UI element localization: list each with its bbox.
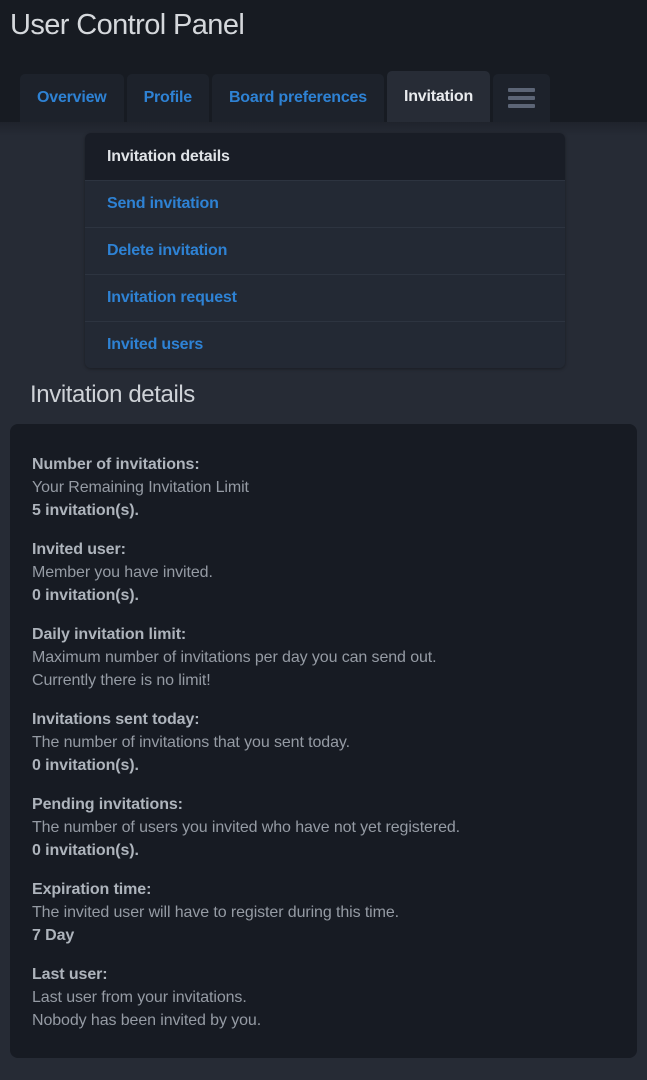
detail-description: The number of invitations that you sent today. [32,734,350,751]
detail-label: Pending invitations: [32,796,183,813]
detail-description: Maximum number of invitations per day you can send out. [32,649,437,666]
detail-value: 0 invitation(s). [32,587,139,604]
detail-value: 0 invitation(s). [32,757,139,774]
tab-overview[interactable]: Overview [20,74,124,122]
detail-value: Nobody has been invited by you. [32,1012,262,1029]
detail-value: 0 invitation(s). [32,842,139,859]
detail-section-invitations-sent-today [32,708,615,777]
tab-profile[interactable]: Profile [127,74,209,122]
detail-description: Member you have invited. [32,564,213,581]
section-heading: Invitation details [30,381,195,408]
page-title: User Control Panel [10,9,245,41]
detail-description: Your Remaining Invitation Limit [32,479,249,496]
detail-label: Last user: [32,966,108,983]
detail-description: The invited user will have to register during this time. [32,904,400,921]
detail-section-number-of-invitations [32,453,615,522]
detail-label: Invitations sent today: [32,711,200,728]
detail-value: 7 Day [32,927,75,944]
detail-section-invited-user [32,538,615,607]
detail-label: Number of invitations: [32,456,200,473]
detail-description: Last user from your invitations. [32,989,247,1006]
tab-menu-button[interactable] [493,74,550,122]
content-area [0,122,647,1080]
submenu-item-invited-users[interactable]: Invited users [85,321,565,368]
detail-section-last-user [32,963,615,1032]
detail-value: Currently there is no limit! [32,672,211,689]
submenu-item-send-invitation[interactable]: Send invitation [85,180,565,227]
submenu-item-invitation-request[interactable]: Invitation request [85,274,565,321]
invitation-details-panel [10,424,637,1058]
detail-section-expiration-time [32,878,615,947]
submenu-item-invitation-details[interactable]: Invitation details [85,133,565,180]
detail-section-daily-invitation-limit [32,623,615,692]
detail-label: Invited user: [32,541,126,558]
tab-invitation[interactable]: Invitation [387,71,490,122]
detail-label: Expiration time: [32,881,152,898]
tab-board-preferences[interactable]: Board preferences [212,74,384,122]
tab-bar [0,71,647,122]
detail-section-pending-invitations [32,793,615,862]
detail-description: The number of users you invited who have not yet registered. [32,819,461,836]
detail-value: 5 invitation(s). [32,502,139,519]
hamburger-icon [508,88,535,108]
detail-label: Daily invitation limit: [32,626,187,643]
submenu-item-delete-invitation[interactable]: Delete invitation [85,227,565,274]
invitation-submenu [85,133,565,368]
